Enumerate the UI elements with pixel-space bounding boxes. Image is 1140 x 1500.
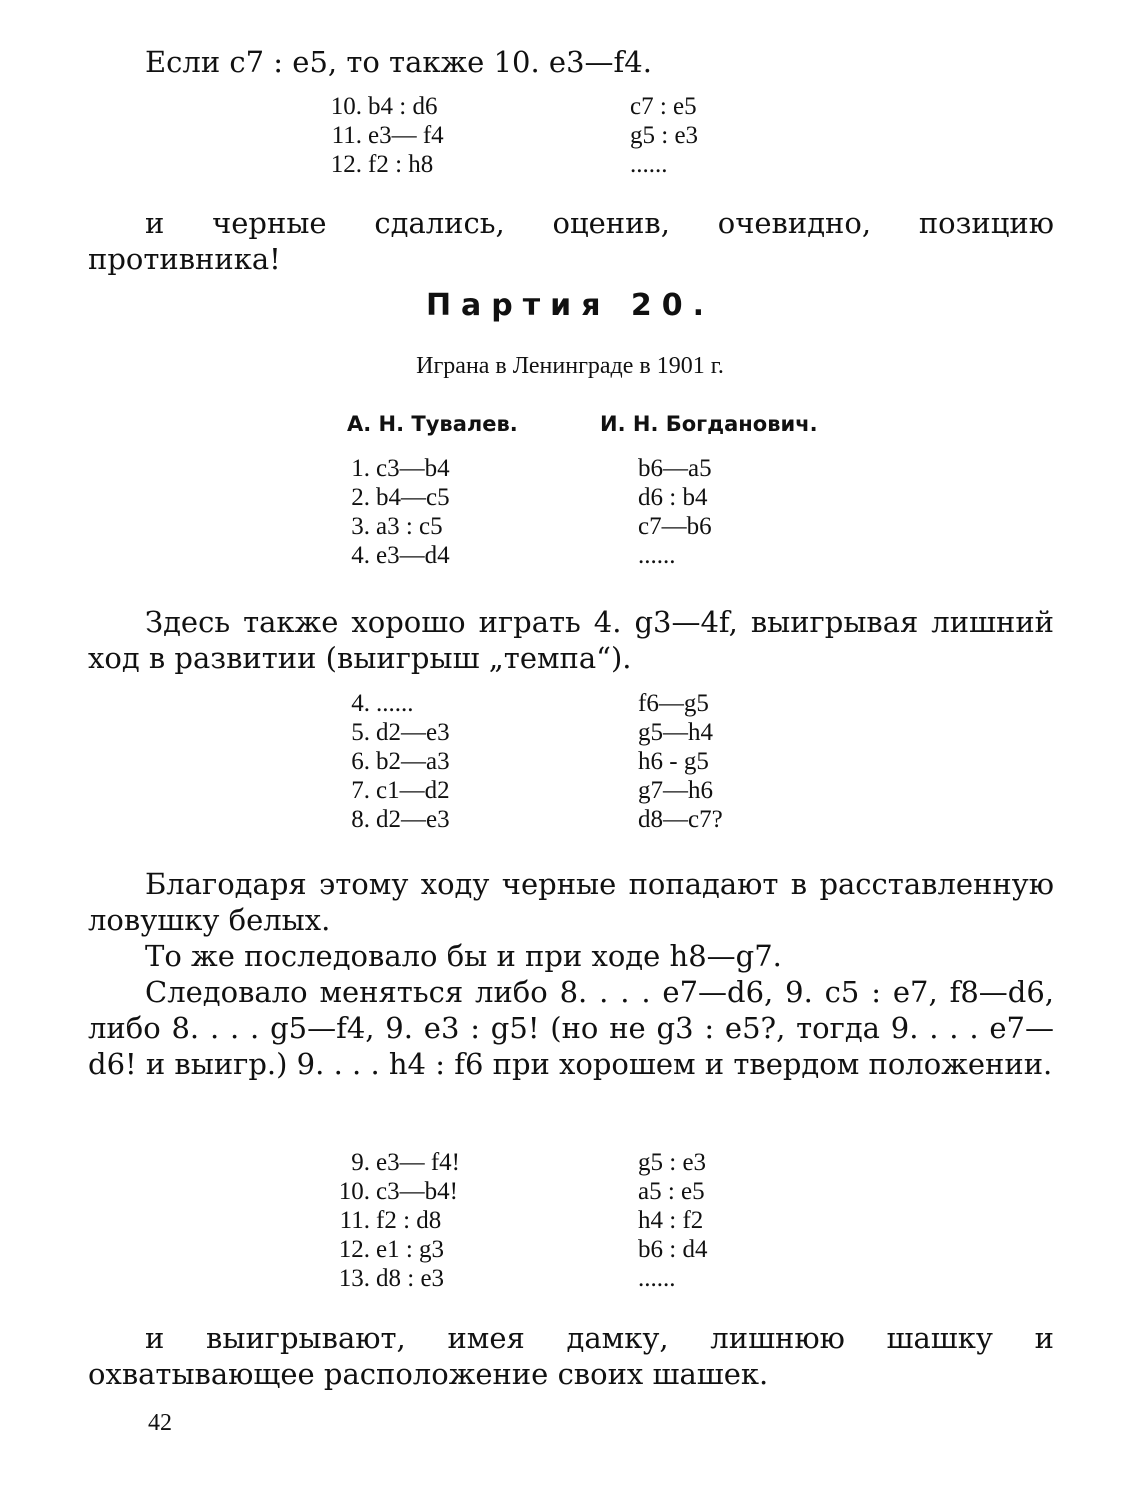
black-move: d8—c7?	[638, 806, 723, 833]
black-move: g5—h4	[638, 719, 713, 746]
move-number: 11.	[339, 1207, 370, 1234]
comment-tempo: Здесь также хорошо играть 4. g3—4f, выигрывая лишний ход в развитии (выигрыш „темпа“).	[88, 605, 1054, 675]
black-move: h6 - g5	[638, 748, 709, 775]
white-move: c1—d2	[376, 777, 450, 804]
player-white: А. Н. Тувалев.	[347, 412, 518, 436]
white-move: b4 : d6	[368, 93, 438, 120]
comment-alternative: То же последовало бы и при ходе h8—g7.	[145, 939, 782, 973]
black-move: g5 : e3	[638, 1149, 707, 1176]
move-number: 9.	[351, 1149, 370, 1176]
move-number: 5.	[351, 719, 370, 746]
black-move: b6—a5	[638, 455, 712, 482]
white-move: a3 : c5	[376, 513, 443, 540]
white-move: f2 : h8	[368, 151, 434, 178]
white-move: d8 : e3	[376, 1265, 445, 1292]
black-move: f6—g5	[638, 690, 709, 717]
white-move: f2 : d8	[376, 1207, 442, 1234]
move-number: 11.	[331, 122, 362, 149]
black-move: ......	[638, 1265, 676, 1292]
page-number: 42	[148, 1410, 172, 1436]
black-move: c7 : e5	[630, 93, 697, 120]
move-number: 8.	[351, 806, 370, 833]
white-move: e1 : g3	[376, 1236, 445, 1263]
comment-analysis: Следовало меняться либо 8. . . . e7—d6, 9. c5 : e7, f8—d6, либо 8. . . . g5—f4, 9. e3 : g5! (но не g3 : e5?, тогда 9. . . . e7—d6! и выигр.) 9. . . . h4 : f6 при хорошем и твердом положении.	[88, 975, 1054, 1081]
black-move: a5 : e5	[638, 1178, 705, 1205]
move-number: 4.	[351, 690, 370, 717]
black-move: ......	[630, 151, 668, 178]
black-move: b6 : d4	[638, 1236, 708, 1263]
move-number: 4.	[351, 542, 370, 569]
black-move: c7—b6	[638, 513, 712, 540]
player-black: И. Н. Богданович.	[600, 412, 818, 436]
black-move: ......	[638, 542, 676, 569]
white-move: d2—e3	[376, 806, 450, 833]
intro-line: Если c7 : e5, то также 10. e3—f4.	[145, 45, 652, 79]
move-number: 2.	[351, 484, 370, 511]
conclusion-text: и выигрывают, имея дамку, лишнюю шашку и охватывающее расположение своих шашек.	[88, 1321, 1054, 1391]
move-number: 13.	[338, 1265, 370, 1292]
white-move: c3—b4!	[376, 1178, 458, 1205]
white-move: b2—a3	[376, 748, 450, 775]
move-number: 10.	[338, 1178, 370, 1205]
white-move: ......	[376, 690, 414, 717]
move-number: 7.	[351, 777, 370, 804]
black-move: g5 : e3	[630, 122, 699, 149]
white-move: e3— f4	[368, 122, 444, 149]
black-move: d6 : b4	[638, 484, 708, 511]
black-move: h4 : f2	[638, 1207, 704, 1234]
move-number: 1.	[351, 455, 370, 482]
white-move: c3—b4	[376, 455, 450, 482]
move-number: 3.	[351, 513, 370, 540]
white-move: b4—c5	[376, 484, 450, 511]
comment-trap: Благодаря этому ходу черные попадают в расставленную ловушку белых.	[88, 867, 1054, 937]
game-title: Партия 20.	[425, 288, 715, 323]
move-number: 12.	[330, 151, 362, 178]
white-move: d2—e3	[376, 719, 450, 746]
black-move: g7—h6	[638, 777, 713, 804]
game-subtitle: Играна в Ленинграде в 1901 г.	[416, 353, 724, 379]
move-number: 6.	[351, 748, 370, 775]
white-move: e3— f4!	[376, 1149, 460, 1176]
move-number: 12.	[338, 1236, 370, 1263]
move-number: 10.	[330, 93, 362, 120]
resign-text: и черные сдались, оценив, очевидно, позицию противника!	[88, 206, 1054, 276]
white-move: e3—d4	[376, 542, 450, 569]
